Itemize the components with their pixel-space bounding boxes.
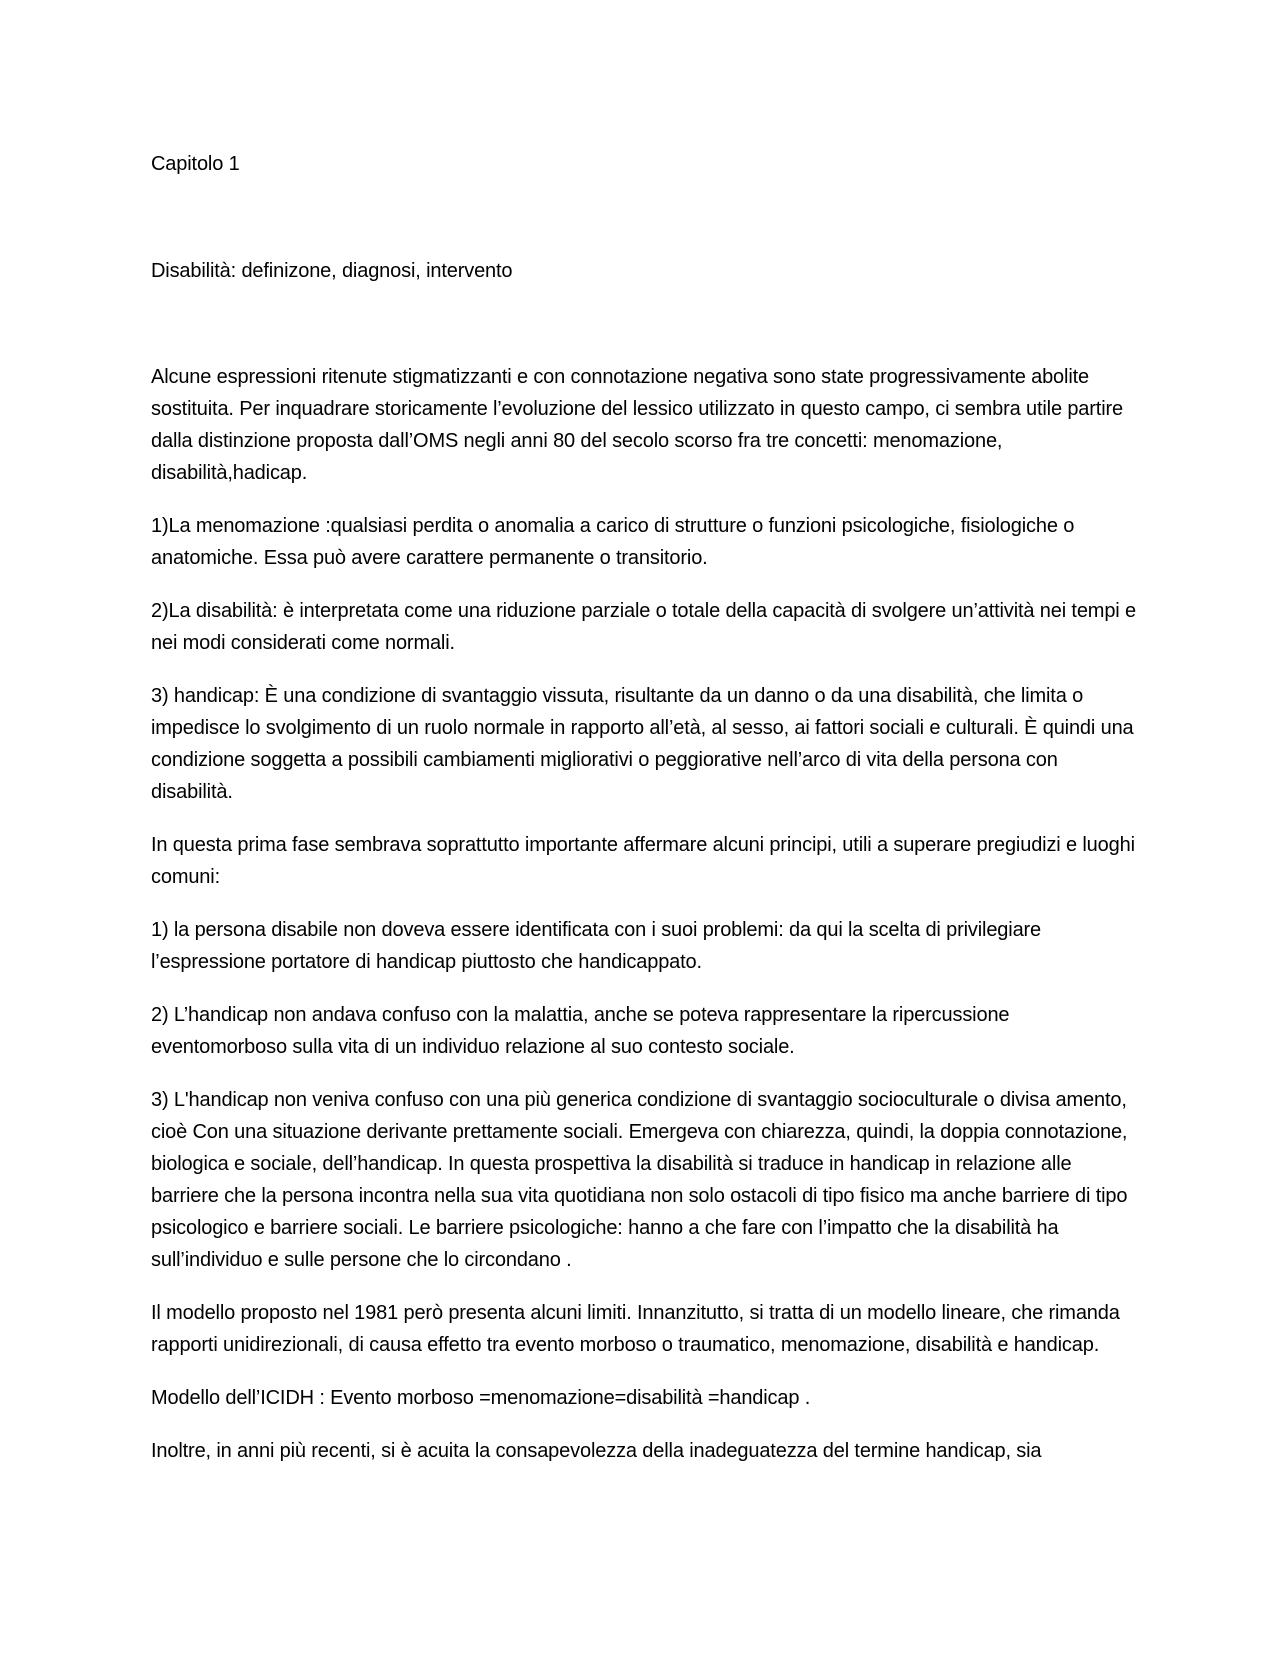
- document-title: Disabilità: definizone, diagnosi, intervento: [151, 260, 513, 282]
- paragraph: Alcune espressioni ritenute stigmatizzanti e con connotazione negativa sono state progressivamente abolite sostituita. Per inquadrare storicamente l’evoluzione del lessico utilizzato in questo campo, ci sembra utile partire dalla distinzione proposta dall’OMS negli anni 80 del secolo scorso fra tre concetti: menomazione, disabilità,hadicap.: [151, 366, 1123, 484]
- paragraph: In questa prima fase sembrava soprattutto importante affermare alcuni principi, utili a superare pregiudizi e luoghi comuni:: [151, 834, 1135, 888]
- paragraph: Modello dell’ICIDH : Evento morboso =menomazione=disabilità =handicap .: [151, 1387, 811, 1409]
- paragraph: 3) L'handicap non veniva confuso con una più generica condizione di svantaggio socioculturale o divisa amento, cioè Con una situazione derivante prettamente sociali. Emergeva con chiarezza, quindi, la doppia connotazione, biologica e sociale, dell’handicap. In questa prospettiva la disabilità si traduce in handicap in relazione alle barriere che la persona incontra nella sua vita quotidiana non solo ostacoli di tipo fisico ma anche barriere di tipo psicologico e barriere sociali. Le barriere psicologiche: hanno a che fare con l’impatto che la disabilità ha sull’individuo e sulle persone che lo circondano .: [151, 1089, 1128, 1271]
- paragraph: Il modello proposto nel 1981 però presenta alcuni limiti. Innanzitutto, si tratta di un modello lineare, che rimanda rapporti unidirezionali, di causa effetto tra evento morboso o traumatico, menomazione, disabilità e handicap.: [151, 1302, 1120, 1356]
- paragraph: 2) L’handicap non andava confuso con la malattia, anche se poteva rappresentare la ripercussione eventomorboso sulla vita di un individuo relazione al suo contesto sociale.: [151, 1004, 1010, 1058]
- paragraph: 1) la persona disabile non doveva essere identificata con i suoi problemi: da qui la scelta di privilegiare l’espressione portatore di handicap piuttosto che handicappato.: [151, 919, 1042, 973]
- paragraph: Inoltre, in anni più recenti, si è acuita la consapevolezza della inadeguatezza del termine handicap, sia: [151, 1440, 1042, 1462]
- document-body: [151, 361, 1141, 1488]
- paragraph: 3) handicap: È una condizione di svantaggio vissuta, risultante da un danno o da una disabilità, che limita o impedisce lo svolgimento di un ruolo normale in rapporto all’età, al sesso, ai fattori sociali e culturali. È quindi una condizione soggetta a possibili cambiamenti migliorativi o peggiorative nell’arco di vita della persona con disabilità.: [151, 685, 1134, 803]
- paragraph: 1)La menomazione :qualsiasi perdita o anomalia a carico di strutture o funzioni psicologiche, fisiologiche o anatomiche. Essa può avere carattere permanente o transitorio.: [151, 515, 1075, 569]
- paragraph: 2)La disabilità: è interpretata come una riduzione parziale o totale della capacità di svolgere un’attività nei tempi e nei modi considerati come normali.: [151, 600, 1136, 654]
- chapter-heading: Capitolo 1: [151, 153, 240, 175]
